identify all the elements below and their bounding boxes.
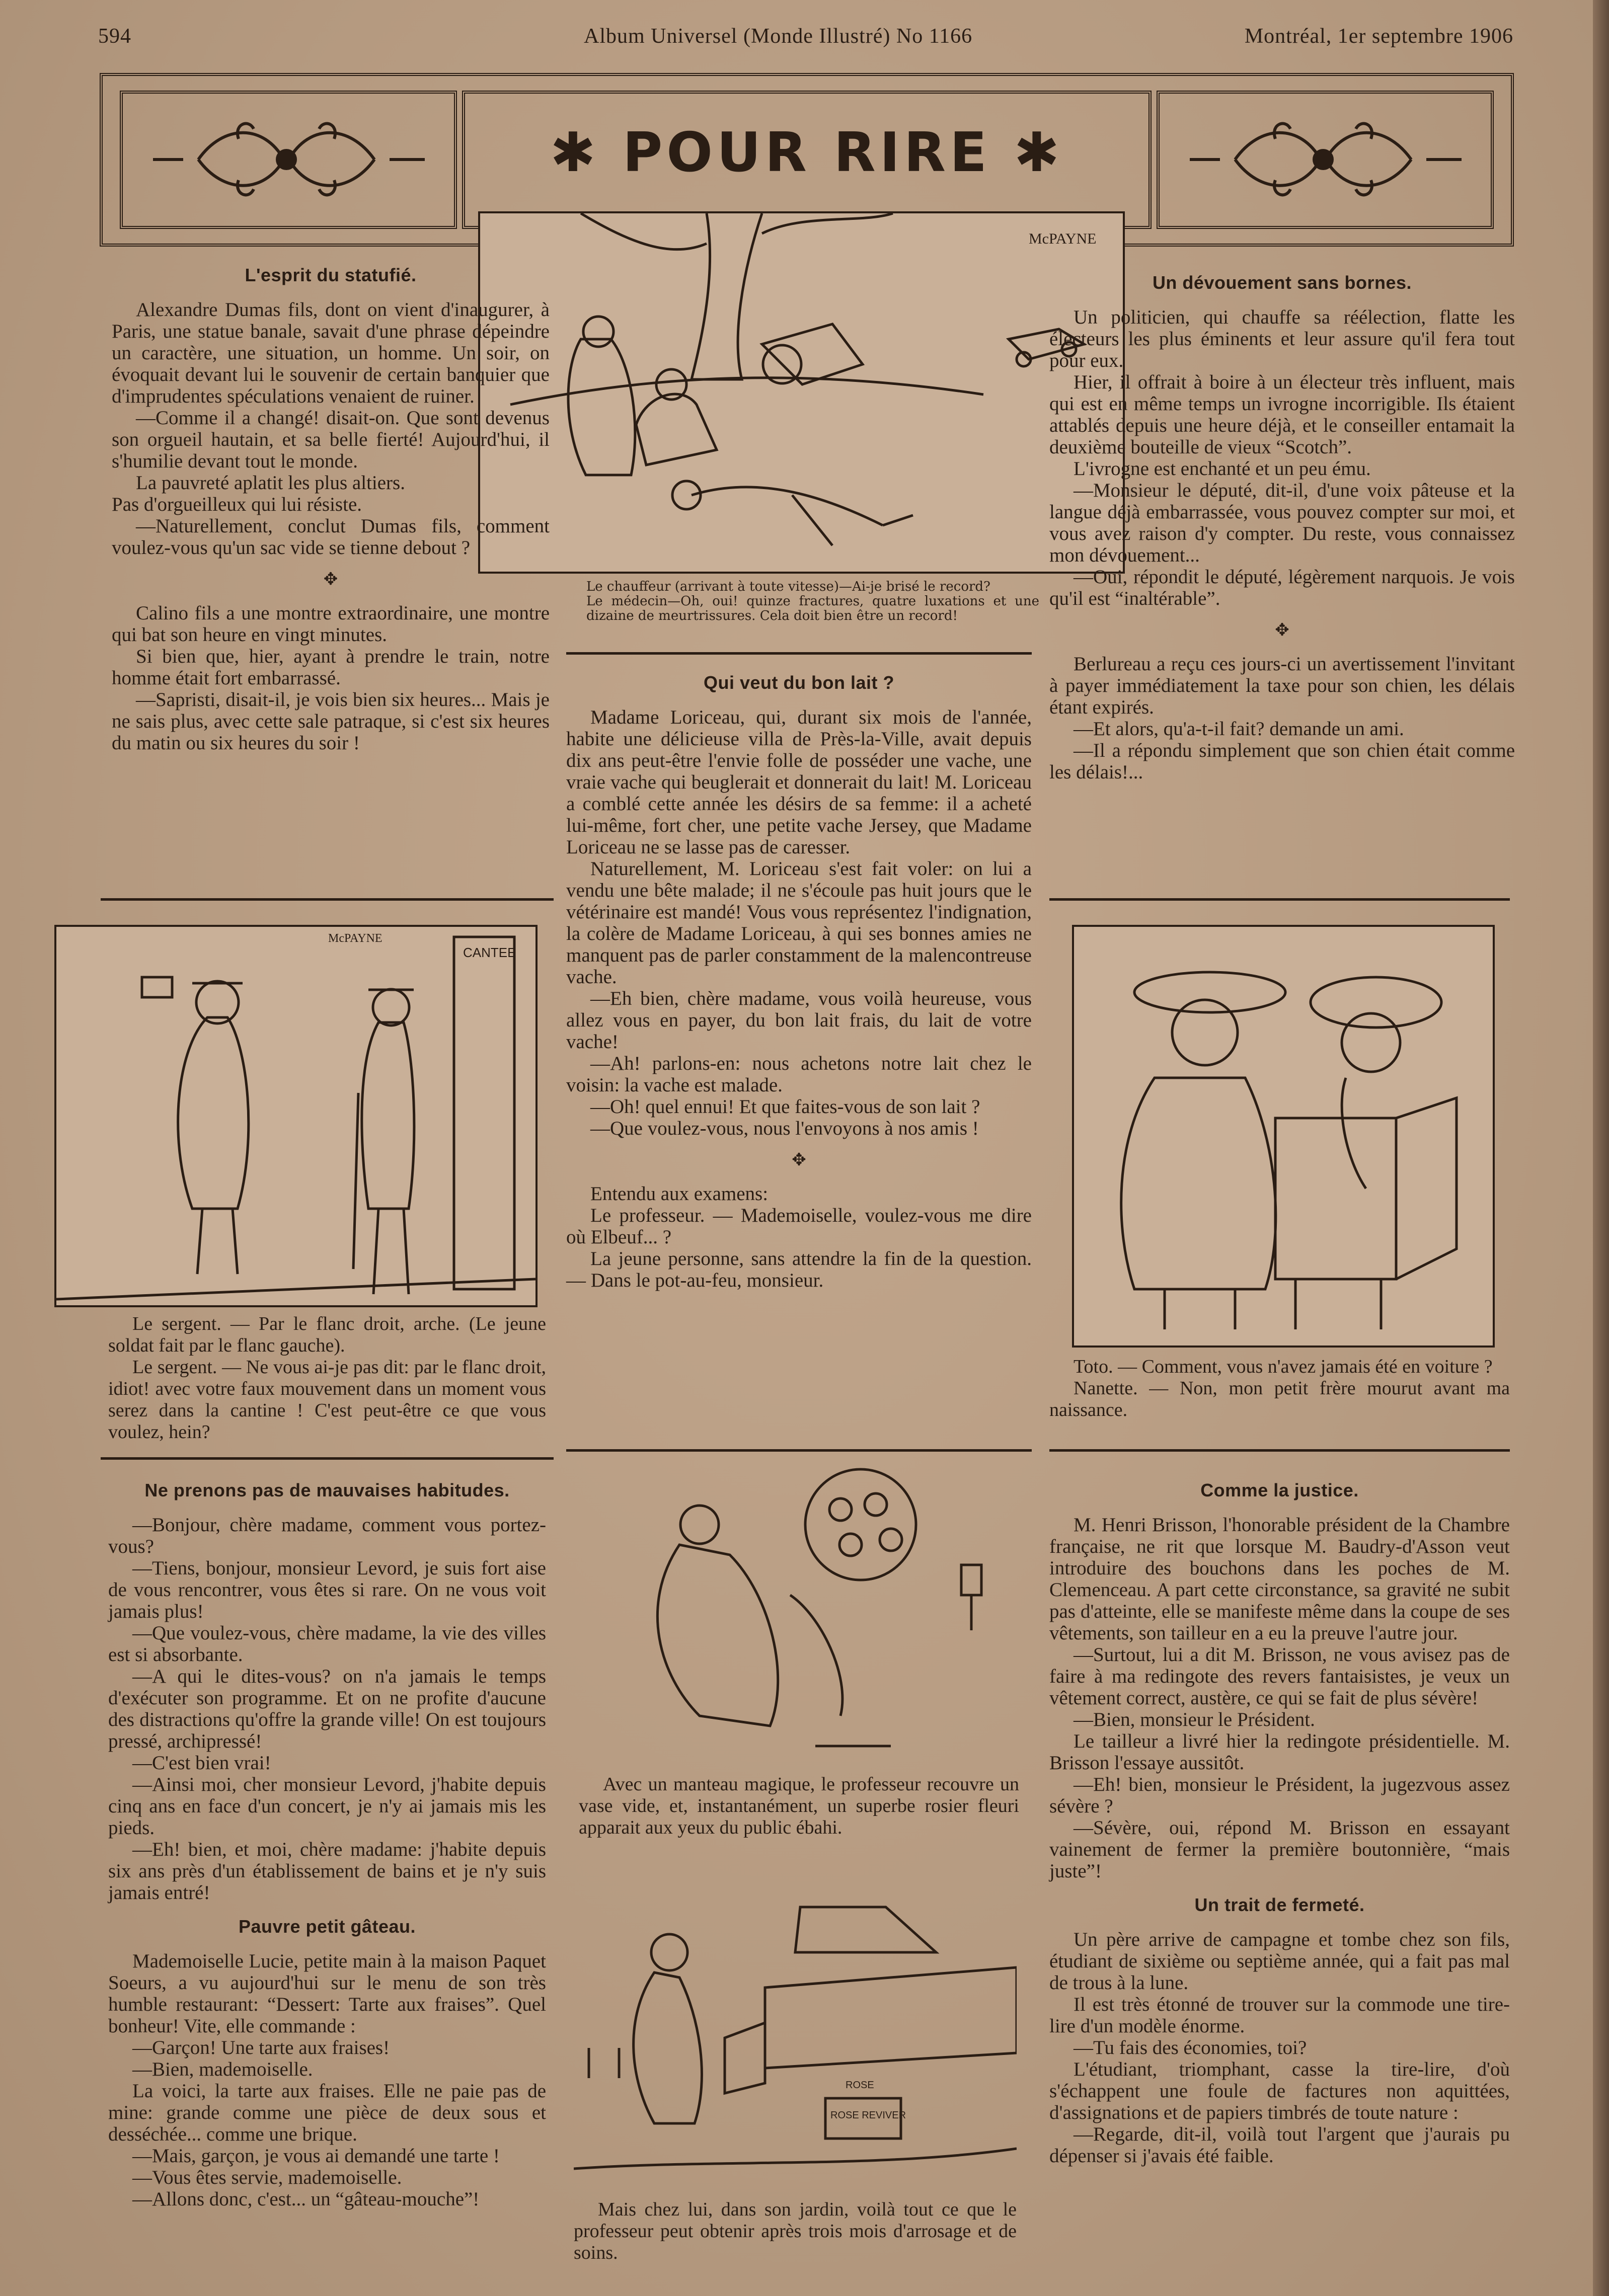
- paragraph: —Ah! parlons-en: nous achetons notre lait chez le voisin: la vache est malade.: [566, 1053, 1032, 1096]
- page-number: 594: [98, 25, 131, 48]
- paragraph: Toto. — Comment, vous n'avez jamais été en voiture ?: [1074, 1356, 1493, 1377]
- magician-illustration: [579, 1464, 1017, 1766]
- car-caption-2: Le médecin—Oh, oui! quinze fractures, quatre luxations et une dizaine de meurtrissures. Cela doit bien être un record!: [586, 594, 1039, 623]
- magician-caption: [579, 1774, 1019, 1839]
- car-signature: McPAYNE: [1029, 230, 1097, 247]
- sergeant-caption: [108, 1313, 546, 1443]
- paragraph: —Bien, monsieur le Président.: [1074, 1709, 1315, 1730]
- paragraph: Mademoiselle Lucie, petite main à la maison Paquet Soeurs, a vu aujourd'hui sur le menu de son très humble restaurant: “Dessert: Tarte aux fraises”. Quel bonheur! Vite, elle commande :: [108, 1950, 546, 2037]
- story-title: Un dévouement sans bornes.: [1152, 272, 1412, 293]
- paragraph: Si bien que, hier, ayant à prendre le train, notre homme était fort embarrassé.: [112, 646, 550, 689]
- paragraph: L'ivrogne est enchanté et un peu ému.: [1074, 458, 1371, 480]
- column-2-top: [566, 672, 1032, 1291]
- column-3-bottom: [1049, 1479, 1510, 2167]
- paragraph: —C'est bien vrai!: [132, 1752, 271, 1774]
- car-accident-illustration: [478, 211, 1125, 574]
- divider: [1049, 1449, 1510, 1452]
- right-ornament-panel: [1157, 91, 1494, 229]
- paragraph: Nanette. — Non, mon petit frère mourut avant ma naissance.: [1049, 1378, 1510, 1420]
- paragraph: Mais chez lui, dans son jardin, voilà tout ce que le professeur peut obtenir après trois mois d'arrosage et de soins.: [574, 2199, 1017, 2263]
- car-caption: [586, 580, 1039, 623]
- story-title: Ne prenons pas de mauvaises habitudes.: [144, 1480, 510, 1500]
- paragraph: —Regarde, dit-il, voilà tout l'argent que j'aurais pu dépenser si j'avais été faible.: [1049, 2123, 1510, 2167]
- section-title: POUR RIRE: [623, 121, 991, 184]
- toto-nanette-illustration: [1072, 925, 1495, 1348]
- garden-label-rose: ROSE: [846, 2080, 874, 2091]
- paragraph: Un père arrive de campagne et tombe chez son fils, étudiant de sixième ou septième année, qui a fait pas mal de trous à la lune.: [1049, 1929, 1510, 1994]
- paragraph: —Que voulez-vous, chère madame, la vie des villes est si absorbante.: [108, 1622, 546, 1666]
- story-title: Comme la justice.: [1200, 1480, 1359, 1500]
- paragraph: —Monsieur le député, dit-il, d'une voix pâteuse et la langue déjà embarrassée, vous pouvez compter sur moi, et vous avez raison d'y compter. Du reste, vous connaissez mon dévouement...: [1049, 480, 1515, 566]
- paragraph: —Oui, répondit le député, légèrement narquois. Je vois qu'il est “inaltérable”.: [1049, 566, 1515, 609]
- story-title: Un trait de fermeté.: [1194, 1894, 1365, 1915]
- page-edge: [1593, 0, 1609, 2296]
- paragraph: —Ainsi moi, cher monsieur Levord, j'habite depuis cinq ans en face d'un concert, je n'y ai jamais mis les pieds.: [108, 1774, 546, 1839]
- ornament-star-icon: ✱: [990, 121, 1063, 184]
- paragraph: Pas d'orgueilleux qui lui résiste.: [112, 494, 362, 515]
- divider: [101, 898, 554, 901]
- paragraph: —Garçon! Une tarte aux fraises!: [132, 2037, 390, 2059]
- canteen-sign: CANTEE: [463, 945, 516, 960]
- title-panel: [462, 91, 1152, 229]
- paragraph: —Il a répondu simplement que son chien était comme les délais!...: [1049, 740, 1515, 783]
- paragraph: —Tu fais des économies, toi?: [1074, 2037, 1307, 2059]
- garden-illustration: [574, 1887, 1017, 2189]
- paragraph: Naturellement, M. Loriceau s'est fait voler: on lui a vendu une bête malade; il ne s'écoule pas huit jours que le vétérinaire est mandé! Vous vous représentez l'indignation, la colère de Madame Loriceau, à qui ses bonnes amies ne manquent pas de parler constamment de la malencontreuse vache.: [566, 858, 1032, 988]
- paragraph: —Oh! quel ennui! Et que faites-vous de son lait ?: [590, 1096, 980, 1118]
- paragraph: —Sapristi, disait-il, je vois bien six heures... Mais je ne sais plus, avec cette sale patraque, si c'est six heures du matin ou six heures du soir !: [112, 689, 550, 754]
- paragraph: —Tiens, bonjour, monsieur Levord, je suis fort aise de vous rencontrer, vous êtes si rare. On ne vous voit jamais plus!: [108, 1557, 546, 1622]
- paragraph: —Vous êtes servie, mademoiselle.: [132, 2167, 402, 2188]
- paragraph: —Eh bien, chère madame, vous voilà heureuse, vous allez vous en payer, du bon lait frais, du lait de votre vache!: [566, 988, 1032, 1053]
- garden-label-reviver: ROSE REVIVER: [830, 2110, 906, 2121]
- paragraph: Le professeur. — Mademoiselle, voulez-vous me dire où Elbeuf... ?: [566, 1205, 1032, 1248]
- paragraph: Le sergent. — Ne vous ai-je pas dit: par le flanc droit, idiot! avec votre faux mouvement dans un moment vous serez dans la cantine ! C'est peut-être ce que vous voulez, hein?: [108, 1357, 546, 1443]
- cartoon-signature: McPAYNE: [328, 932, 382, 945]
- paragraph: Avec un manteau magique, le professeur recouvre un vase vide, et, instantanément, un superbe rosier fleuri apparait aux yeux du public ébahi.: [579, 1774, 1019, 1838]
- story-title: Qui veut du bon lait ?: [704, 672, 894, 693]
- place-date: Montréal, 1er septembre 1906: [1244, 25, 1513, 48]
- paragraph: Un politicien, qui chauffe sa réélection, flatte les électeurs les plus éminents et leur assure qu'il fera tout pour eux.: [1049, 306, 1515, 371]
- paragraph: —Eh! bien, monsieur le Président, la jugezvous assez sévère ?: [1049, 1774, 1510, 1817]
- story-title: L'esprit du statufié.: [245, 265, 417, 285]
- paragraph: —Surtout, lui a dit M. Brisson, ne vous avisez pas de faire à ma redingote des revers fantaisistes, je veux un vêtement correct, austère, ce qui se fait de plus sévère!: [1049, 1644, 1510, 1709]
- publication-title: Album Universel (Monde Illustré) No 1166: [584, 25, 973, 48]
- paragraph: Le sergent. — Par le flanc droit, arche. (Le jeune soldat fait par le flanc gauche).: [108, 1313, 546, 1356]
- car-caption-1: Le chauffeur (arrivant à toute vitesse)—Ai-je brisé le record?: [586, 579, 990, 594]
- paragraph: —A qui le dites-vous? on n'a jamais le temps d'exécuter son programme. Et on ne profite d'aucune des distractions qu'offre la grande ville! On est toujours pressé, archipressé!: [108, 1666, 546, 1752]
- paragraph: La jeune personne, sans attendre la fin de la question. — Dans le pot-au-feu, monsieur.: [566, 1248, 1032, 1291]
- divider: [566, 1449, 1032, 1452]
- floral-ornament-icon: [123, 94, 454, 226]
- divider: [566, 652, 1032, 655]
- paragraph: —Et alors, qu'a-t-il fait? demande un ami.: [1074, 718, 1404, 740]
- separator-icon: ✥: [323, 570, 338, 589]
- story-title: Pauvre petit gâteau.: [238, 1916, 416, 1937]
- paragraph: Berlureau a reçu ces jours-ci un avertissement l'invitant à payer immédiatement la taxe pour son chien, les délais étant expirés.: [1049, 653, 1515, 718]
- paragraph: —Comme il a changé! disait-on. Que sont devenus son orgueil hautain, et sa belle fierté! Aujourd'hui, il s'humilie devant tout le monde.: [112, 407, 550, 472]
- column-1-bottom: [108, 1479, 546, 2210]
- toto-caption: [1049, 1356, 1510, 1421]
- paragraph: —Bien, mademoiselle.: [132, 2059, 313, 2080]
- paragraph: Alexandre Dumas fils, dont on vient d'inaugurer, à Paris, une statue banale, savait d'une phrase dépeindre un caractère, une situation, un homme. Un soir, on évoquait devant lui le souvenir de certain banquier que d'imprudentes spéculations venaient de ruiner.: [112, 299, 550, 407]
- separator-icon: ✥: [792, 1151, 806, 1169]
- paragraph: Calino fils a une montre extraordinaire, une montre qui bat son heure en vingt minutes.: [112, 602, 550, 646]
- paragraph: —Que voulez-vous, nous l'envoyons à nos amis !: [590, 1118, 979, 1139]
- paragraph: Hier, il offrait à boire à un électeur très influent, mais qui est en même temps un ivrogne incorrigible. Ils étaient attablés depuis une heure déjà, et le conseiller entamait la deuxième bouteille de vieux “Scotch”.: [1049, 371, 1515, 458]
- ornament-star-icon: ✱: [550, 121, 623, 184]
- left-ornament-panel: [120, 91, 457, 229]
- separator-icon: ✥: [1275, 621, 1289, 640]
- garden-caption: [574, 2199, 1017, 2264]
- paragraph: La voici, la tarte aux fraises. Elle ne paie pas de mine: grande comme une pièce de deux sous et desséchée... comme une brique.: [108, 2080, 546, 2145]
- paragraph: Il est très étonné de trouver sur la commode une tire-lire d'un modèle énorme.: [1049, 1994, 1510, 2037]
- paragraph: La pauvreté aplatit les plus altiers.: [136, 472, 405, 494]
- paragraph: —Sévère, oui, répond M. Brisson en essayant vainement de fermer la première boutonnière, “mais juste”!: [1049, 1817, 1510, 1882]
- column-1-top: [112, 264, 550, 754]
- paragraph: —Eh! bien, et moi, chère madame: j'habite depuis six ans près d'un établissement de bains et je n'y suis jamais entré!: [108, 1839, 546, 1904]
- divider: [101, 1457, 554, 1460]
- paragraph: Entendu aux examens:: [590, 1183, 769, 1205]
- paragraph: —Mais, garçon, je vous ai demandé une tarte !: [132, 2145, 500, 2167]
- sergeant-illustration: [54, 925, 538, 1307]
- paragraph: —Allons donc, c'est... un “gâteau-mouche”!: [132, 2188, 480, 2210]
- paragraph: M. Henri Brisson, l'honorable président de la Chambre française, ne rit que lorsque M. Baudry-d'Asson veut introduire des bouchons dans les poches de M. Clemenceau. A part cette circonstance, sa gravité ne subit pas d'atteinte, elle se manifeste même dans la coupe de ses vêtements, son tailleur en a eu la preuve l'autre jour.: [1049, 1514, 1510, 1644]
- paragraph: Le tailleur a livré hier la redingote présidentielle. M. Brisson l'essaye aussitôt.: [1049, 1730, 1510, 1774]
- paragraph: —Bonjour, chère madame, comment vous portez-vous?: [108, 1514, 546, 1557]
- paragraph: Madame Loriceau, qui, durant six mois de l'année, habite une délicieuse villa de Près-la-Ville, avait depuis dix ans peut-être l'envie folle de posséder une vache, une vraie vache qui beuglerait et donnerait du lait! M. Loriceau a comblé cette année les désirs de sa femme: il a acheté lui-même, fort cher, une petite vache Jersey, que Madame Loriceau ne se lasse pas de caresser.: [566, 706, 1032, 858]
- floral-ornament-icon: [1160, 94, 1491, 226]
- column-3-top: [1049, 272, 1515, 783]
- paragraph: —Naturellement, conclut Dumas fils, comment voulez-vous qu'un sac vide se tienne debout ?: [112, 515, 550, 559]
- paragraph: L'étudiant, triomphant, casse la tire-lire, d'où s'échappent une foule de factures non aquittées, d'assignations et de papiers timbrés de toute nature :: [1049, 2059, 1510, 2123]
- divider: [1049, 898, 1510, 901]
